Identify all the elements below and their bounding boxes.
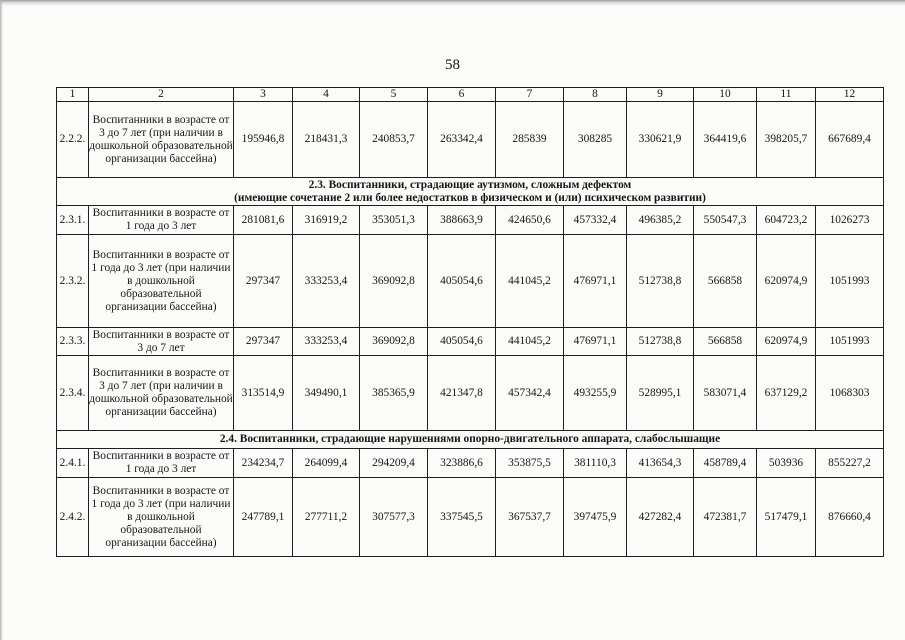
column-number-cell: 9 [627,88,694,102]
row-description-cell: Воспитанники в возрасте от 1 года до 3 лет [89,449,234,478]
row-number-cell: 2.3.4. [57,356,89,431]
value-cell: 457342,4 [496,356,564,431]
section-header-row [57,178,884,206]
value-cell: 476971,1 [564,328,627,356]
value-cell: 424650,6 [496,206,564,235]
value-cell: 330621,9 [627,102,694,178]
section-title: 2.4. Воспитанники, страдающие нарушениями опорно-двигательного аппарата, слабослышащие [57,431,884,449]
table-row [57,328,884,356]
page-number: 58 [445,57,460,73]
value-cell: 240853,7 [360,102,428,178]
value-cell: 397475,9 [564,478,627,557]
row-description-cell: Воспитанники в возрасте от 3 до 7 лет (при наличии в дошкольной образовательной организации бассейна) [89,102,234,178]
value-cell: 457332,4 [564,206,627,235]
column-number-cell: 7 [496,88,564,102]
table-body [57,88,884,557]
value-cell: 604723,2 [757,206,816,235]
value-cell: 441045,2 [496,328,564,356]
value-cell: 294209,4 [360,449,428,478]
value-cell: 620974,9 [757,235,816,328]
column-number-cell: 3 [234,88,293,102]
row-number-cell: 2.3.3. [57,328,89,356]
table-row [57,235,884,328]
row-description-cell: Воспитанники в возрасте от 1 года до 3 лет (при наличии в дошкольной образовательной организации бассейна) [89,478,234,557]
value-cell: 323886,6 [428,449,496,478]
row-description-cell: Воспитанники в возрасте от 1 года до 3 лет (при наличии в дошкольной образовательной организации бассейна) [89,235,234,328]
value-cell: 566858 [694,328,757,356]
value-cell: 427282,4 [627,478,694,557]
row-number-cell: 2.3.2. [57,235,89,328]
value-cell: 333253,4 [293,235,360,328]
scan-edge-left [0,0,3,640]
value-cell: 285839 [496,102,564,178]
column-number-cell: 8 [564,88,627,102]
value-cell: 1051993 [816,328,884,356]
value-cell: 441045,2 [496,235,564,328]
value-cell: 381110,3 [564,449,627,478]
value-cell: 496385,2 [627,206,694,235]
table-row [57,449,884,478]
column-number-cell: 6 [428,88,496,102]
value-cell: 667689,4 [816,102,884,178]
value-cell: 637129,2 [757,356,816,431]
value-cell: 297347 [234,328,293,356]
section-title: 2.3. Воспитанники, страдающие аутизмом, сложным дефектом (имеющие сочетание 2 или более недостатков в физическом и (или) психическом развитии) [57,178,884,206]
value-cell: 277711,2 [293,478,360,557]
value-cell: 195946,8 [234,102,293,178]
column-number-cell: 4 [293,88,360,102]
value-cell: 550547,3 [694,206,757,235]
value-cell: 316919,2 [293,206,360,235]
value-cell: 620974,9 [757,328,816,356]
row-description-cell: Воспитанники в возрасте от 3 до 7 лет (при наличии в дошкольной образовательной организации бассейна) [89,356,234,431]
table-row [57,102,884,178]
value-cell: 583071,4 [694,356,757,431]
value-cell: 503936 [757,449,816,478]
value-cell: 458789,4 [694,449,757,478]
value-cell: 349490,1 [293,356,360,431]
value-cell: 333253,4 [293,328,360,356]
value-cell: 405054,6 [428,235,496,328]
column-number-cell: 11 [757,88,816,102]
value-cell: 1051993 [816,235,884,328]
value-cell: 405054,6 [428,328,496,356]
value-cell: 472381,7 [694,478,757,557]
value-cell: 369092,8 [360,235,428,328]
value-cell: 855227,2 [816,449,884,478]
tariff-table [56,87,884,557]
value-cell: 512738,8 [627,328,694,356]
table-row [57,206,884,235]
row-description-cell: Воспитанники в возрасте от 1 года до 3 лет [89,206,234,235]
value-cell: 367537,7 [496,478,564,557]
section-header-row [57,431,884,449]
row-number-cell: 2.2.2. [57,102,89,178]
value-cell: 398205,7 [757,102,816,178]
table-row [57,356,884,431]
value-cell: 263342,4 [428,102,496,178]
value-cell: 493255,9 [564,356,627,431]
value-cell: 281081,6 [234,206,293,235]
value-cell: 528995,1 [627,356,694,431]
row-number-cell: 2.4.2. [57,478,89,557]
row-number-cell: 2.4.1. [57,449,89,478]
value-cell: 517479,1 [757,478,816,557]
value-cell: 264099,4 [293,449,360,478]
value-cell: 337545,5 [428,478,496,557]
column-number-cell: 5 [360,88,428,102]
value-cell: 313514,9 [234,356,293,431]
column-number-cell: 2 [89,88,234,102]
value-cell: 353875,5 [496,449,564,478]
column-number-cell: 12 [816,88,884,102]
value-cell: 353051,3 [360,206,428,235]
column-number-cell: 1 [57,88,89,102]
table-row [57,478,884,557]
value-cell: 421347,8 [428,356,496,431]
value-cell: 566858 [694,235,757,328]
value-cell: 413654,3 [627,449,694,478]
row-number-cell: 2.3.1. [57,206,89,235]
row-description-cell: Воспитанники в возрасте от 3 до 7 лет [89,328,234,356]
column-number-cell: 10 [694,88,757,102]
value-cell: 512738,8 [627,235,694,328]
value-cell: 364419,6 [694,102,757,178]
value-cell: 307577,3 [360,478,428,557]
value-cell: 247789,1 [234,478,293,557]
value-cell: 369092,8 [360,328,428,356]
column-number-row [57,88,884,102]
value-cell: 476971,1 [564,235,627,328]
value-cell: 218431,3 [293,102,360,178]
value-cell: 385365,9 [360,356,428,431]
value-cell: 388663,9 [428,206,496,235]
scan-edge-top [0,0,905,6]
value-cell: 1026273 [816,206,884,235]
value-cell: 1068303 [816,356,884,431]
value-cell: 297347 [234,235,293,328]
value-cell: 308285 [564,102,627,178]
value-cell: 234234,7 [234,449,293,478]
value-cell: 876660,4 [816,478,884,557]
